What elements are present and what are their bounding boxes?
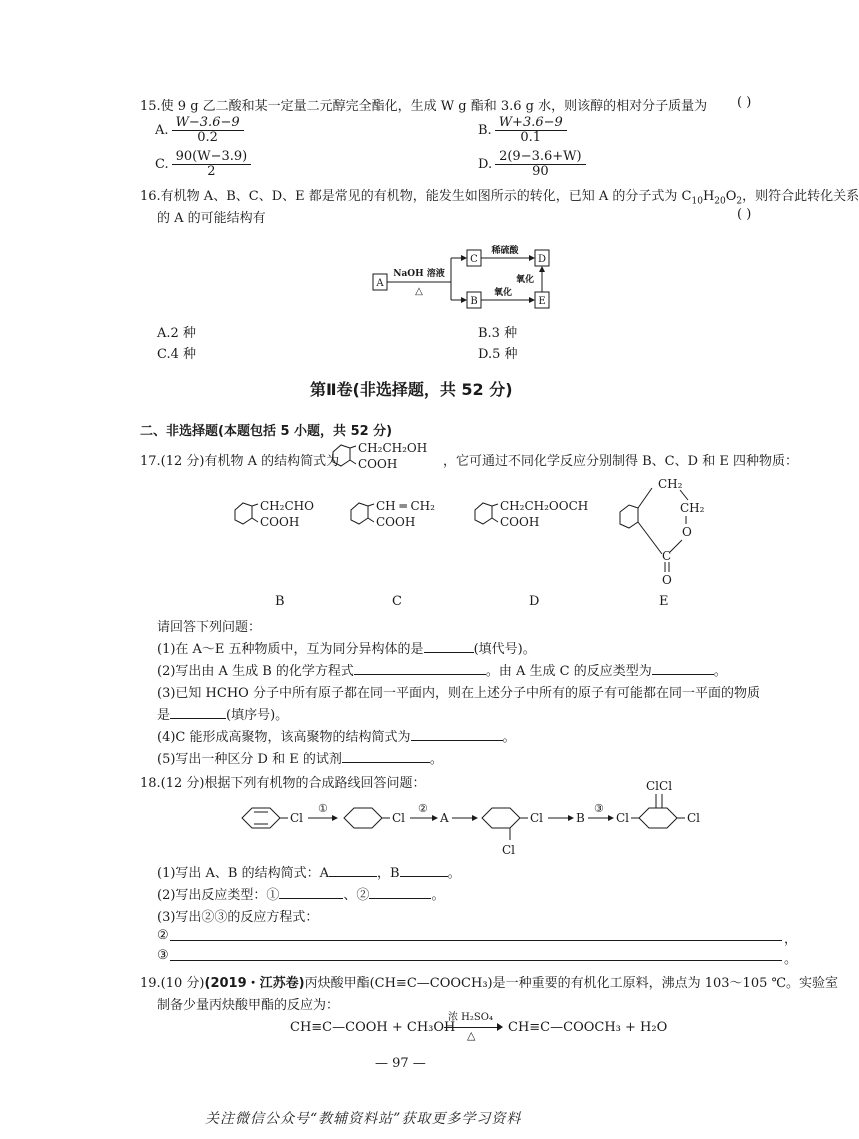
q19-source: (2019・江苏卷): [204, 976, 305, 991]
substituent-top: CH₂CH₂OOCH: [500, 499, 589, 513]
bond-ch2a-ch2b: [680, 490, 688, 500]
label-e: E: [538, 296, 546, 307]
q18-period: 。: [784, 952, 798, 967]
subscript: 2: [736, 196, 743, 207]
q16-transformation-diagram: [365, 240, 555, 320]
benzene-ring-c: [351, 503, 368, 524]
q16-option-a: A.2 种: [157, 326, 196, 341]
chlorine-1: Cl: [290, 811, 304, 825]
option-label: D.: [478, 157, 493, 172]
q17-s2-mid: 。由 A 生成 C 的反应类型为: [485, 664, 652, 679]
q16-stem-line1: [140, 185, 859, 207]
substituent-bottom: COOH: [358, 457, 398, 471]
q18-comma: ，: [784, 932, 798, 947]
q17-sub-3b: [157, 704, 288, 723]
q19-arrowhead: [497, 1023, 503, 1031]
answer-line-2: [170, 940, 782, 941]
substituent-top: CH₂CH₂OH: [358, 441, 428, 455]
q17-s5-text: (5)写出一种区分 D 和 E 的试剂: [157, 752, 342, 767]
cyclohexane-ring-2: [482, 808, 520, 828]
answer-blank: [279, 886, 343, 899]
e-ch2-right: CH₂: [680, 501, 705, 515]
q17-sub-4: [157, 726, 516, 745]
label-naoh: NaOH 溶液: [393, 269, 445, 279]
denominator: 0.1: [520, 130, 542, 145]
chlorine-5: Cl: [616, 811, 630, 825]
q19-stem-line1: [140, 972, 838, 991]
substituent-bottom: COOH: [376, 515, 416, 529]
q17-stem-a: 17.(12 分)有机物 A 的结构简式为: [140, 454, 340, 469]
q18-sub-1: [157, 862, 461, 881]
label-oxidation-2: 氧化: [515, 275, 535, 285]
q17-s3b-text: 是: [157, 708, 171, 723]
q15-stem: 15.使 9 g 乙二酸和某一定量二元醇完全酯化，生成 W g 酯和 3.6 g 水，则该醇的相对分子质量为: [140, 99, 708, 114]
denominator: 90: [532, 164, 549, 179]
q17-label-b: B: [275, 594, 285, 609]
answer-blank: [411, 728, 503, 741]
option-label: C.: [155, 157, 169, 172]
substituent-bottom: COOH: [260, 515, 300, 529]
cyclohexane-ring-1: [344, 808, 382, 828]
arrowhead-1: [332, 815, 338, 821]
benzene-ring-b: [235, 503, 252, 524]
q17-s2-end: 。: [713, 664, 727, 679]
answer-blank: [652, 662, 714, 675]
denominator: 0.2: [197, 130, 218, 145]
bond-top: [368, 504, 374, 506]
formula-part: O: [725, 189, 737, 204]
step-2-label: ②: [418, 802, 428, 815]
e-carbonyl-oxygen: O: [662, 573, 672, 587]
page-number: — 97 —: [375, 1056, 426, 1071]
q18-s1-end: 。: [447, 866, 461, 881]
q16-option-c: C.4 种: [157, 347, 197, 362]
q15-option-d: [478, 150, 586, 179]
q17-s1-text: (1)在 A～E 五种物质中，互为同分异构体的是: [157, 642, 424, 657]
q18-sub-2: [157, 884, 444, 903]
fraction: [172, 150, 252, 179]
bond-bottom: [368, 518, 374, 522]
q18-s2-mid: 、②: [343, 888, 370, 903]
formula-part: H: [702, 189, 715, 204]
q17-label-c: C: [392, 594, 402, 609]
q17-ask: 请回答下列问题：: [157, 620, 262, 635]
answer-blank: [424, 640, 474, 653]
bond-ring-ch2a: [638, 488, 652, 508]
numerator: 2(9−3.6+W): [495, 150, 586, 165]
subscript: 20: [714, 196, 726, 207]
q18-s2-text: (2)写出反应类型：①: [157, 888, 280, 903]
q17-s4-text: (4)C 能形成高聚物，该高聚物的结构简式为: [157, 730, 411, 745]
answer-blank: [369, 886, 431, 899]
q15-option-a: [155, 116, 244, 145]
bond-o-c: [670, 540, 682, 552]
q18-eq-line-2: ②: [157, 928, 169, 943]
q17-s2-text: (2)写出由 A 生成 B 的化学方程式: [157, 664, 354, 679]
q16-stem-text: 16.有机物 A、B、C、D、E 都是常见的有机物，能发生如图所示的转化，已知 A 的分子式为 C: [140, 189, 692, 204]
arrowhead-b: [608, 815, 614, 821]
q19-condition-bottom: △: [467, 1029, 476, 1042]
fraction: [495, 116, 567, 145]
arrowhead-a: [472, 815, 478, 821]
q17-sub-2: [157, 660, 727, 679]
numerator: W+3.6−9: [495, 116, 567, 131]
chlorine-2: Cl: [392, 811, 406, 825]
numerator: 90(W−3.9): [172, 150, 252, 165]
q16-option-b: B.3 种: [478, 326, 518, 341]
answer-blank: [329, 864, 377, 877]
chlorine-4: Cl: [502, 843, 516, 857]
bond-bottom: [492, 518, 498, 522]
arrowhead-e: [529, 297, 535, 303]
benzene-ring-d: [475, 503, 492, 524]
label-heat: △: [415, 286, 423, 297]
bond-bottom: [350, 460, 356, 464]
e-carbonyl-carbon: C: [662, 549, 672, 563]
chlorine-pair: ClCl: [646, 779, 673, 793]
q19-reaction-arrow: [444, 1027, 502, 1028]
fraction: [172, 116, 244, 145]
option-label: A.: [155, 123, 169, 138]
arrowhead-3: [568, 815, 574, 821]
q18-s2-end: 。: [431, 888, 445, 903]
answer-blank: [400, 864, 448, 877]
bond-top: [252, 504, 258, 506]
bond-top: [492, 504, 498, 506]
q16-option-d: D.5 种: [478, 347, 518, 362]
q17-stem-b: ，它可通过不同化学反应分别制得 B、C、D 和 E 四种物质：: [443, 454, 798, 469]
q18-synthesis-route: [232, 780, 724, 862]
e-ch2-top: CH₂: [658, 477, 683, 491]
arrowhead-b: [461, 297, 467, 303]
answer-blank: [354, 662, 486, 675]
step-1-label: ①: [318, 802, 328, 815]
option-label: B.: [478, 123, 492, 138]
q18-s1-text: (1)写出 A、B 的结构简式：A: [157, 866, 330, 881]
q17-sub-5: [157, 748, 443, 767]
chlorine-6: Cl: [687, 811, 701, 825]
q17-structure-e: [612, 474, 722, 588]
fraction: [495, 150, 586, 179]
q16-stem-text-end: ，则符合此转化关系: [742, 189, 859, 204]
step-3-label: ③: [594, 802, 604, 815]
q18-stem: 18.(12 分)根据下列有机物的合成路线回答问题：: [140, 776, 426, 791]
label-d: D: [537, 254, 547, 265]
label-c: C: [470, 254, 478, 265]
q15-option-c: [155, 150, 251, 179]
q17-structure-b: [230, 498, 330, 532]
bond-bottom: [252, 518, 258, 522]
q19-equation-right: CH≡C—COOCH₃ + H₂O: [508, 1020, 668, 1035]
answer-blank: [342, 750, 430, 763]
q17-sub-3: (3)已知 HCHO 分子中所有原子都在同一平面内，则在上述分子中所有的原子有可能都在同一平面的物质: [157, 686, 760, 701]
arrowhead-up: [539, 266, 545, 272]
q17-s3b-end: (填序号)。: [226, 708, 289, 723]
denominator: 2: [207, 164, 216, 179]
q19-condition-top: 浓 H₂SO₄: [448, 1012, 493, 1023]
substituent-top: CH₂CHO: [260, 499, 314, 513]
subscript: 10: [691, 196, 703, 207]
q18-s1-mid: ，B: [377, 866, 400, 881]
label-oxidation-1: 氧化: [493, 288, 513, 298]
arrowhead-2: [432, 815, 438, 821]
chlorine-3: Cl: [530, 811, 544, 825]
q19-equation-left: CH≡C—COOH + CH₃OH: [290, 1020, 456, 1035]
bond-c-ring: [638, 522, 662, 554]
label-a: A: [376, 278, 384, 289]
label-b: B: [470, 296, 478, 307]
q17-structure-a: [328, 440, 444, 474]
q15-answer-paren: ( ): [737, 95, 752, 110]
q19-stem-line2: 制备少量丙炔酸甲酯的反应为：: [157, 998, 340, 1013]
numerator: W−3.6−9: [172, 116, 244, 131]
arrowhead-d: [529, 255, 535, 261]
benzene-ring-e: [620, 505, 638, 528]
q17-label-e: E: [659, 594, 669, 609]
substituent-top: CH ═ CH₂: [376, 499, 435, 513]
q17-s1-end: (填代号)。: [473, 642, 536, 657]
e-oxygen-ring: O: [682, 525, 692, 539]
q18-sub-3: (3)写出②③的反应方程式：: [157, 910, 319, 925]
section-2-title: 第Ⅱ卷(非选择题，共 52 分): [310, 380, 513, 399]
q17-label-d: D: [529, 594, 540, 609]
benzene-ring: [242, 808, 280, 828]
q19-stem-text: 丙炔酸甲酯(CH≡C—COOCH₃)是一种重要的有机化工原料，沸点为 103～105 ℃。实验室: [304, 976, 839, 991]
q15-option-b: [478, 116, 567, 145]
answer-line-3: [170, 960, 782, 961]
answer-blank: [170, 706, 226, 719]
q17-sub-1: [157, 638, 536, 657]
q17-s5-end: 。: [429, 752, 443, 767]
compound-a: A: [440, 811, 449, 825]
q17-structure-d: [470, 498, 600, 532]
footer-notice: 关注微信公众号“教辅资料站”获取更多学习资料: [205, 1111, 522, 1127]
q16-stem-line2: 的 A 的可能结构有: [157, 211, 266, 226]
benzene-ring-a: [333, 445, 350, 466]
cyclohexane-ring-3: [639, 808, 677, 828]
q18-eq-line-3: ③: [157, 948, 169, 963]
compound-b: B: [576, 811, 585, 825]
label-dilute-acid: 稀硫酸: [491, 246, 519, 256]
q17-structure-c: [346, 498, 450, 532]
bond-top: [350, 446, 356, 448]
substituent-bottom: COOH: [500, 515, 540, 529]
q16-answer-paren: ( ): [737, 207, 752, 222]
q17-s4-end: 。: [502, 730, 516, 745]
section-2-header: 二、非选择题(本题包括 5 小题，共 52 分): [140, 424, 393, 439]
q19-number: 19.(10 分): [140, 976, 205, 991]
arrowhead-c: [461, 255, 467, 261]
